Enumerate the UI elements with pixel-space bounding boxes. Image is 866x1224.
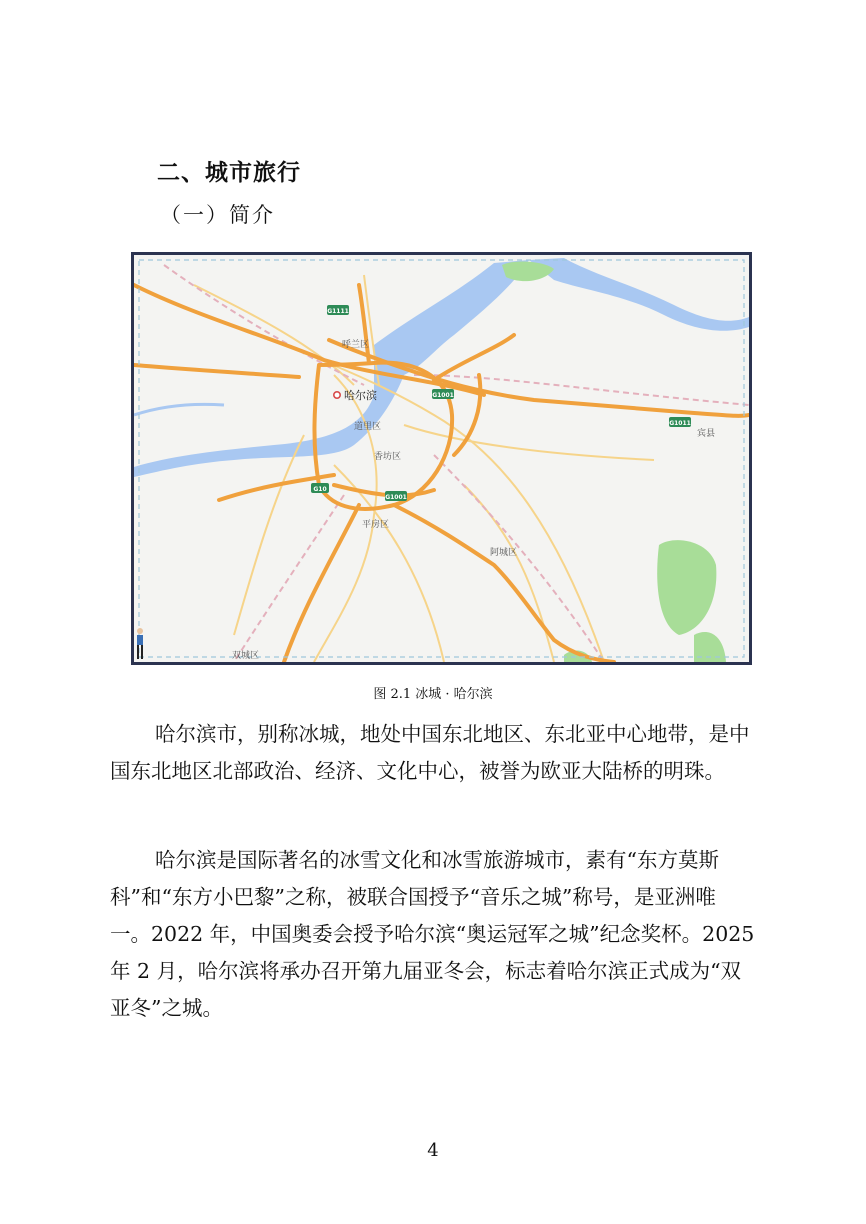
section-subheading: （一）简介 xyxy=(160,203,275,227)
shield-g10 xyxy=(311,483,329,493)
section-heading: 二、城市旅行 xyxy=(157,160,301,186)
city-marker-icon xyxy=(334,392,340,398)
shield-g1001-south xyxy=(385,491,407,501)
district-label-daoli: 道里区 xyxy=(354,422,382,432)
map-canvas xyxy=(134,255,749,662)
district-label-shuangcheng: 双城区 xyxy=(232,651,260,661)
harbin-map xyxy=(131,252,752,665)
svg-text:G1011: G1011 xyxy=(669,420,691,427)
paragraph-1-text: 哈尔滨市，别称冰城，地处中国东北地区、东北亚中心地带，是中国东北地区北部政治、经济、文化中心，被誉为欧亚大陆桥的明珠。 xyxy=(110,722,750,783)
svg-text:G1111: G1111 xyxy=(327,308,349,315)
district-label-binxian: 宾县 xyxy=(697,429,716,439)
district-label-acheng: 阿城区 xyxy=(490,548,518,558)
paragraph-2-text: 哈尔滨是国际著名的冰雪文化和冰雪旅游城市，素有“东方莫斯科”和“东方小巴黎”之称，被联合国授予“音乐之城”称号，是亚洲唯一。2022 年，中国奥委会授予哈尔滨“奥运冠军之城”纪念奖杯。2025 年 2 月，哈尔滨将承办召开第九届亚冬会，标志着哈尔滨正式成为“双亚冬”之城。 xyxy=(110,848,755,1020)
district-label-pingfang: 平房区 xyxy=(362,520,390,530)
svg-text:G1001: G1001 xyxy=(385,494,407,501)
city-label: 哈尔滨 xyxy=(344,389,377,402)
figure-caption: 图 2.1 冰城 · 哈尔滨 xyxy=(373,687,493,702)
svg-text:G1001: G1001 xyxy=(432,392,454,399)
district-label-hulan: 呼兰区 xyxy=(342,340,370,350)
paragraph-2 xyxy=(110,842,756,1027)
district-label-xiangfang: 香坊区 xyxy=(374,452,402,462)
shield-g1111 xyxy=(327,305,349,315)
page-number: 4 xyxy=(427,1140,439,1161)
svg-text:G10: G10 xyxy=(313,486,327,493)
paragraph-1 xyxy=(110,716,756,790)
shield-g1011 xyxy=(669,417,691,427)
shield-g1001-east xyxy=(432,389,454,399)
